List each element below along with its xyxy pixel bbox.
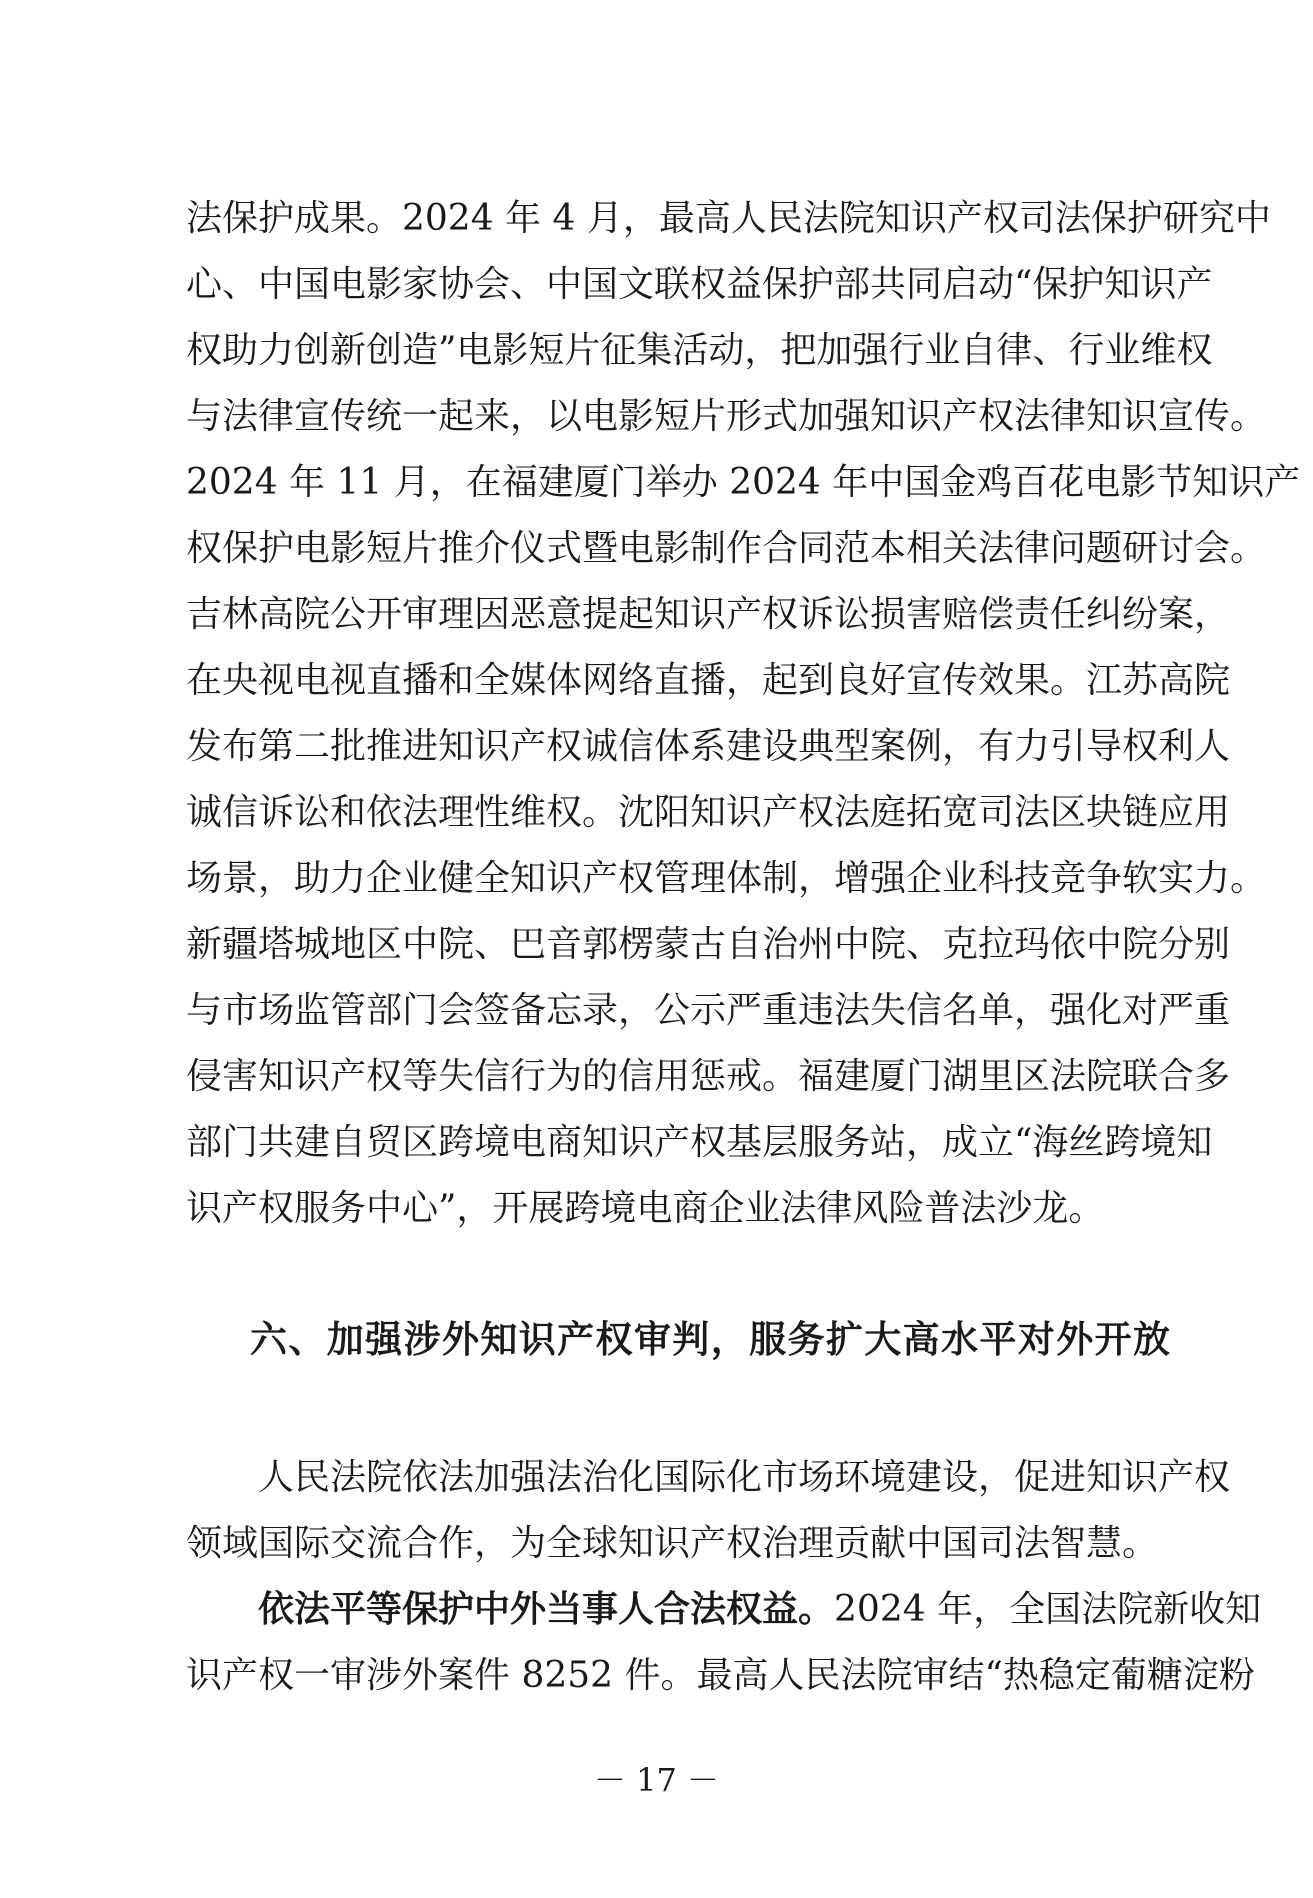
paragraph-line: 权保护电影短片推介仪式暨电影制作合同范本相关法律问题研讨会。: [186, 528, 1267, 569]
paragraph-3: [186, 1577, 1262, 1709]
paragraph-line: 场景，助力企业健全知识产权管理体制，增强企业科技竞争软实力。: [186, 858, 1267, 899]
paragraph-line: 法保护成果。2024 年 4 月，最高人民法院知识产权司法保护研究中: [186, 198, 1271, 239]
paragraph-line: 权助力创新创造”电影短片征集活动，把加强行业自律、行业维权: [186, 330, 1213, 371]
paragraph-line: 发布第二批推进知识产权诚信体系建设典型案例，有力引导权利人: [186, 726, 1231, 767]
paragraph-line: 识产权一审涉外案件 8252 件。最高人民法院审结“热稳定葡糖淀粉: [186, 1655, 1255, 1696]
paragraph-line: 与法律宣传统一起来，以电影短片形式加强知识产权法律知识宣传。: [186, 396, 1267, 437]
paragraph-line: 吉林高院公开审理因恶意提起知识产权诉讼损害赔偿责任纠纷案，: [186, 594, 1231, 635]
paragraph-line: 在央视电视直播和全媒体网络直播，起到良好宣传效果。江苏高院: [186, 660, 1231, 701]
paragraph-1: [186, 186, 1301, 1242]
section-heading: 六、加强涉外知识产权审判，服务扩大高水平对外开放: [250, 1318, 1170, 1361]
paragraph-line: 人民法院依法加强法治化国际化市场环境建设，促进知识产权: [258, 1457, 1231, 1498]
paragraph-line: 2024 年 11 月，在福建厦门举办 2024 年中国金鸡百花电影节知识产: [186, 462, 1301, 503]
paragraph-line: [186, 1577, 1262, 1643]
paragraph-line: 识产权服务中心”，开展跨境电商企业法律风险普法沙龙。: [186, 1188, 1105, 1229]
paragraph-text: 2024 年，全国法院新收知: [834, 1589, 1262, 1630]
bold-lead-text: 依法平等保护中外当事人合法权益。: [258, 1589, 835, 1630]
page-number: － 17 －: [593, 1761, 720, 1799]
paragraph-line: 诚信诉讼和依法理性维权。沈阳知识产权法庭拓宽司法区块链应用: [186, 792, 1231, 833]
paragraph-line: 新疆塔城地区中院、巴音郭楞蒙古自治州中院、克拉玛依中院分别: [186, 924, 1231, 965]
paragraph-line: 领域国际交流合作，为全球知识产权治理贡献中国司法智慧。: [186, 1523, 1159, 1564]
paragraph-line: 部门共建自贸区跨境电商知识产权基层服务站，成立“海丝跨境知: [186, 1122, 1213, 1163]
paragraph-line: 心、中国电影家协会、中国文联权益保护部共同启动“保护知识产: [186, 264, 1213, 305]
paragraph-line: 侵害知识产权等失信行为的信用惩戒。福建厦门湖里区法院联合多: [186, 1056, 1231, 1097]
paragraph-2: [186, 1445, 1231, 1577]
paragraph-line: 与市场监管部门会签备忘录，公示严重违法失信名单，强化对严重: [186, 990, 1231, 1031]
